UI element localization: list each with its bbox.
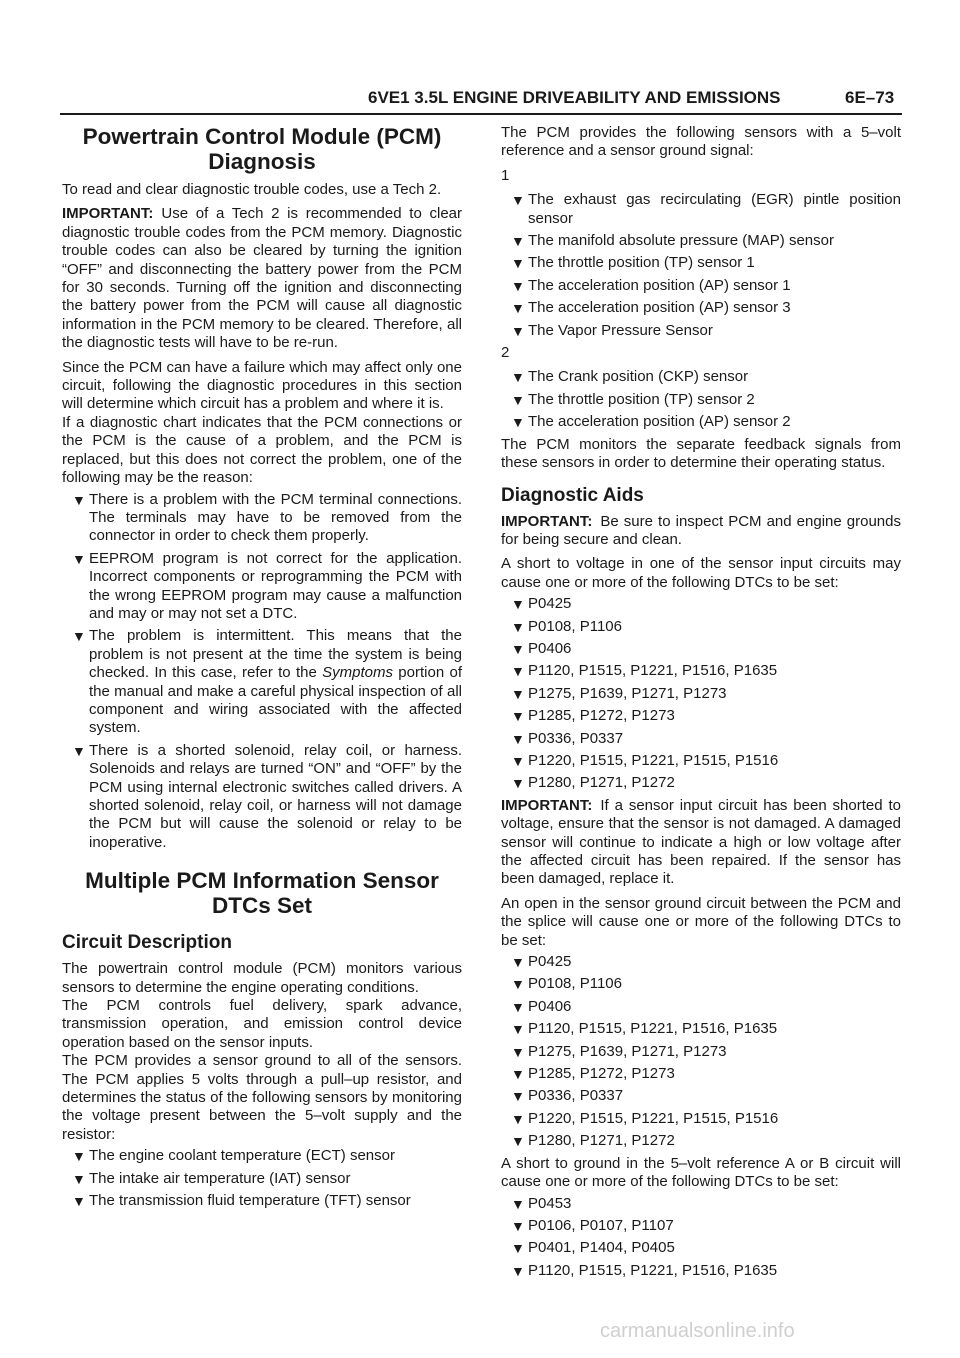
triangle-bullet-icon: ▼ [72, 491, 86, 508]
dtc-item: ▼ P0108, P1106 [511, 617, 622, 635]
dtc-item: ▼ P0425 [511, 953, 572, 971]
dtc-item: ▼ P0336, P0337 [511, 1087, 624, 1105]
important-note [62, 205, 462, 352]
list-item: ▼ The Vapor Pressure Sensor [511, 321, 713, 339]
triangle-bullet-icon: ▼ [511, 1110, 525, 1127]
triangle-bullet-icon: ▼ [511, 1195, 525, 1212]
triangle-bullet-icon: ▼ [72, 628, 86, 645]
header-rule [60, 113, 902, 115]
triangle-bullet-icon: ▼ [511, 1043, 525, 1060]
triangle-bullet-icon: ▼ [511, 708, 525, 725]
list-item: ▼ The exhaust gas recirculating (EGR) pintle position sensor [511, 191, 901, 227]
page-number: 6E–73 [845, 88, 895, 107]
triangle-bullet-icon: ▼ [511, 1217, 525, 1234]
dtc-item: ▼ P1120, P1515, P1221, P1516, P1635 [511, 1261, 778, 1279]
dtc-list-open-ground [501, 953, 901, 1151]
paragraph: A short to ground in the 5–volt reference A or B circuit will cause one or more of the following DTCs to be set: [501, 1154, 901, 1191]
important-label: IMPORTANT: [62, 205, 154, 223]
dtc-item: ▼ P0425 [511, 595, 572, 613]
paragraph: The PCM provides a sensor ground to all of the sensors. The PCM applies 5 volts through a pull–up resistor, and determines the status of the following sensors by monitoring the voltage present between the 5–volt supply and the resistor: [62, 1052, 462, 1143]
sensor-group-2-list [501, 368, 901, 431]
important-text: If a sensor input circuit has been shorted to voltage, ensure that the sensor is not damaged. A damaged sensor will continue to indicate a high or low voltage after the affected circuit has been repaired. If the sensor has been damaged, replace it. [501, 796, 901, 888]
list-item: ▼ The acceleration position (AP) sensor 3 [511, 299, 791, 317]
group-label-1: 1 [501, 166, 510, 184]
triangle-bullet-icon: ▼ [511, 596, 525, 613]
triangle-bullet-icon: ▼ [511, 954, 525, 971]
heading-circuit-description: Circuit Description [62, 932, 232, 954]
triangle-bullet-icon: ▼ [511, 369, 525, 386]
triangle-bullet-icon: ▼ [511, 663, 525, 680]
heading-diagnostic-aids: Diagnostic Aids [501, 484, 644, 506]
triangle-bullet-icon: ▼ [511, 775, 525, 792]
triangle-bullet-icon: ▼ [511, 1021, 525, 1038]
list-item: ▼ The intake air temperature (IAT) sensor [72, 1169, 351, 1187]
dtc-item: ▼ P1280, P1271, P1272 [511, 774, 675, 792]
list-item: ▼ The manifold absolute pressure (MAP) sensor [511, 232, 834, 250]
paragraph: A short to voltage in one of the sensor input circuits may cause one or more of the following DTCs to be set: [501, 555, 901, 591]
right-column [501, 124, 901, 1284]
important-label: IMPORTANT: [501, 796, 593, 814]
paragraph: The PCM controls fuel delivery, spark advance, transmission operation, and emission control device operation based on the sensor inputs. [62, 997, 462, 1051]
list-item: ▼ The problem is intermittent. This means that the problem is not present at the time the system is being checked. In this case, refer to the Symptoms portion of the manual and make a careful physical inspection of all component and wiring associated with the affected system. [72, 627, 462, 737]
triangle-bullet-icon: ▼ [511, 1133, 525, 1150]
dtc-item: ▼ P0106, P0107, P1107 [511, 1216, 674, 1234]
important-label: IMPORTANT: [501, 512, 593, 530]
triangle-bullet-icon: ▼ [511, 1262, 525, 1279]
paragraph: Since the PCM can have a failure which may affect only one circuit, following the diagnostic procedures in this section will determine which circuit has a problem and where it is. [62, 358, 462, 413]
triangle-bullet-icon: ▼ [511, 1066, 525, 1083]
triangle-bullet-icon: ▼ [72, 742, 86, 759]
paragraph: The powertrain control module (PCM) monitors various sensors to determine the engine operating conditions. [62, 960, 462, 996]
triangle-bullet-icon: ▼ [511, 976, 525, 993]
list-item: ▼ There is a problem with the PCM terminal connections. The terminals may have to be removed from the connector in order to check them properly. [72, 490, 462, 545]
triangle-bullet-icon: ▼ [511, 322, 525, 339]
dtc-item: ▼ P0453 [511, 1194, 572, 1212]
paragraph: To read and clear diagnostic trouble codes, use a Tech 2. [62, 181, 442, 198]
triangle-bullet-icon: ▼ [72, 1193, 86, 1210]
dtc-item: ▼ P0406 [511, 997, 572, 1015]
sensor-group-1-list [501, 191, 901, 340]
section-title: 6VE1 3.5L ENGINE DRIVEABILITY AND EMISSIONS [368, 88, 781, 107]
paragraph: The PCM provides the following sensors with a 5–volt reference and a sensor ground signal: [501, 124, 901, 160]
triangle-bullet-icon: ▼ [511, 192, 525, 209]
group-label-2: 2 [501, 344, 510, 362]
left-column [62, 124, 462, 1215]
list-item: ▼ The throttle position (TP) sensor 1 [511, 254, 755, 272]
sensor-5v-list [62, 1147, 462, 1210]
triangle-bullet-icon: ▼ [511, 618, 525, 635]
list-item: ▼ The transmission fluid temperature (TFT) sensor [72, 1192, 411, 1210]
paragraph: An open in the sensor ground circuit between the PCM and the splice will cause one or more of the following DTCs to be set: [501, 894, 901, 949]
triangle-bullet-icon: ▼ [511, 300, 525, 317]
important-note [501, 797, 901, 889]
heading-multiple-dtcs: Multiple PCM Information Sensor DTCs Set [85, 868, 439, 919]
triangle-bullet-icon: ▼ [72, 550, 86, 567]
list-item: ▼ The acceleration position (AP) sensor 1 [511, 276, 791, 294]
triangle-bullet-icon: ▼ [511, 640, 525, 657]
important-text: Use of a Tech 2 is recommended to clear diagnostic trouble codes from the PCM memory. Diagnostic trouble codes can also be cleared by turning the ignition “OFF” and disconnecting the battery power from the PCM for 30 seconds. Turning off the ignition and disconnecting the battery power from the PCM will cause all diagnostic information in the PCM memory to be cleared. Therefore, all the diagnostic tests will have to be re-run. [62, 205, 462, 352]
paragraph: If a diagnostic chart indicates that the PCM connections or the PCM is the cause of a problem, and the PCM is replaced, but this does not correct the problem, one of the following may be the reason: [62, 413, 462, 487]
triangle-bullet-icon: ▼ [72, 1148, 86, 1165]
list-item: ▼ The Crank position (CKP) sensor [511, 368, 749, 386]
dtc-item: ▼ P1280, P1271, P1272 [511, 1132, 675, 1150]
triangle-bullet-icon: ▼ [72, 1170, 86, 1187]
dtc-item: ▼ P1120, P1515, P1221, P1516, P1635 [511, 662, 778, 680]
dtc-item: ▼ P1275, P1639, P1271, P1273 [511, 684, 727, 702]
important-note [501, 513, 901, 550]
triangle-bullet-icon: ▼ [511, 414, 525, 431]
dtc-item: ▼ P1285, P1272, P1273 [511, 1065, 675, 1083]
list-item: ▼ There is a shorted solenoid, relay coil, or harness. Solenoids and relays are turned “ON” and “OFF” by the PCM using internal electronic switches called drivers. A shorted solenoid, relay coil, or harness will not damage the PCM but will cause the solenoid or relay to be inoperative. [72, 741, 462, 851]
dtc-item: ▼ P1220, P1515, P1221, P1515, P1516 [511, 751, 779, 769]
heading-pcm-diagnosis: Powertrain Control Module (PCM) Diagnosis [82, 124, 442, 174]
triangle-bullet-icon: ▼ [511, 233, 525, 250]
list-item: ▼ EEPROM program is not correct for the application. Incorrect components or reprogramming the PCM with the wrong EEPROM program may cause a malfunction and may or may not set a DTC. [72, 549, 462, 622]
paragraph: The PCM monitors the separate feedback signals from these sensors in order to determine their operating status. [501, 435, 901, 472]
important-text: Be sure to inspect PCM and engine grounds for being secure and clean. [501, 512, 901, 548]
dtc-item: ▼ P1285, P1272, P1273 [511, 707, 675, 725]
list-item: ▼ The acceleration position (AP) sensor 2 [511, 413, 791, 431]
dtc-item: ▼ P0108, P1106 [511, 975, 622, 993]
dtc-item: ▼ P1220, P1515, P1221, P1515, P1516 [511, 1109, 779, 1127]
triangle-bullet-icon: ▼ [511, 1240, 525, 1257]
list-item: ▼ The throttle position (TP) sensor 2 [511, 390, 755, 408]
watermark: carmanualsonline.info [600, 1320, 795, 1342]
triangle-bullet-icon: ▼ [511, 685, 525, 702]
symptoms-emphasis: Symptoms [322, 664, 393, 682]
dtc-item: ▼ P0336, P0337 [511, 729, 624, 747]
dtc-item: ▼ P0406 [511, 639, 572, 657]
dtc-item: ▼ P1275, P1639, P1271, P1273 [511, 1042, 727, 1060]
dtc-item: ▼ P0401, P1404, P0405 [511, 1239, 675, 1257]
triangle-bullet-icon: ▼ [511, 255, 525, 272]
dtc-list-short-ground [501, 1195, 901, 1281]
page-header [0, 88, 960, 112]
triangle-bullet-icon: ▼ [511, 277, 525, 294]
triangle-bullet-icon: ▼ [511, 752, 525, 769]
triangle-bullet-icon: ▼ [511, 1088, 525, 1105]
dtc-item: ▼ P1120, P1515, P1221, P1516, P1635 [511, 1020, 778, 1038]
list-item: ▼ The engine coolant temperature (ECT) sensor [72, 1147, 395, 1165]
triangle-bullet-icon: ▼ [511, 391, 525, 408]
dtc-list-short-voltage [501, 595, 901, 793]
triangle-bullet-icon: ▼ [511, 730, 525, 747]
triangle-bullet-icon: ▼ [511, 998, 525, 1015]
reason-list [62, 491, 462, 853]
